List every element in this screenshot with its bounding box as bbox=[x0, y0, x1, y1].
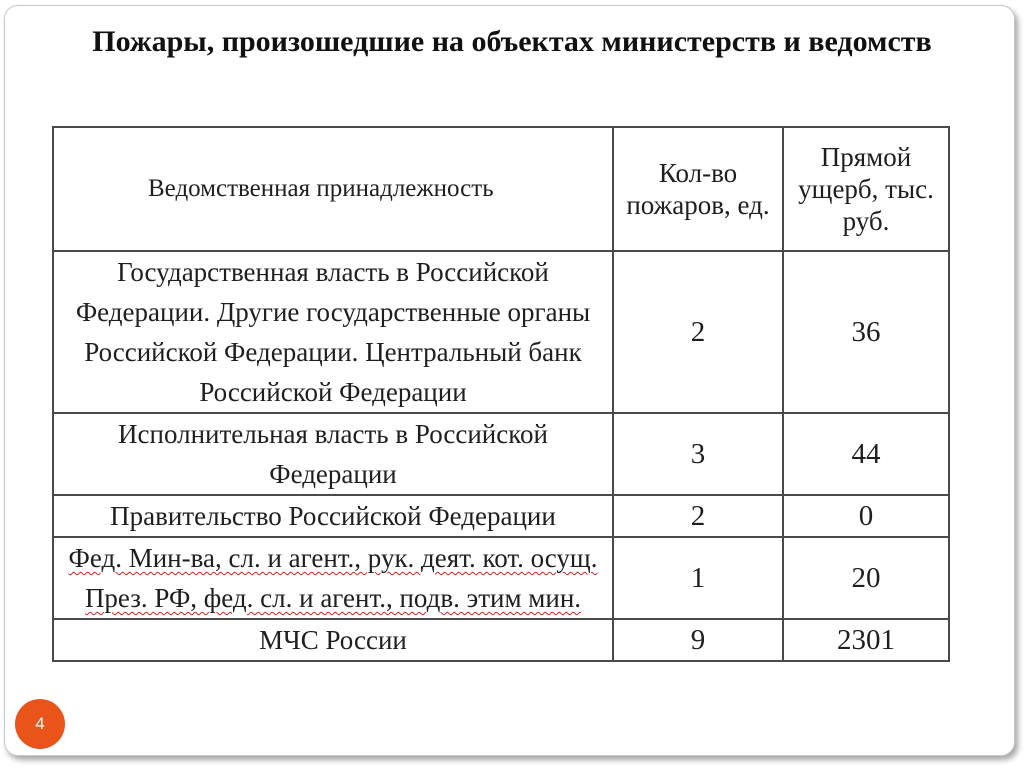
row-fire-count: 1 bbox=[613, 537, 783, 619]
header-fire-count: Кол-во пожаров, ед. bbox=[613, 127, 783, 251]
row-fire-count: 3 bbox=[613, 413, 783, 495]
page-number-badge: 4 bbox=[15, 699, 65, 749]
row-direct-damage: 0 bbox=[783, 495, 949, 537]
row-direct-damage: 20 bbox=[783, 537, 949, 619]
row-department: Фед. Мин-ва, сл. и агент., рук. деят. кот. осущ. През. РФ, фед. сл. и агент., подв. этим мин. bbox=[53, 537, 613, 619]
table-row bbox=[53, 619, 949, 661]
table-row bbox=[53, 413, 949, 495]
table-header-row bbox=[53, 127, 949, 251]
fires-table bbox=[52, 126, 950, 662]
row-department: Исполнительная власть в Российской Федерации bbox=[53, 413, 613, 495]
row-fire-count: 2 bbox=[613, 251, 783, 413]
row-direct-damage: 2301 bbox=[783, 619, 949, 661]
row-department: Правительство Российской Федерации bbox=[53, 495, 613, 537]
row-department: МЧС России bbox=[53, 619, 613, 661]
header-department: Ведомственная принадлежность bbox=[53, 127, 613, 251]
row-fire-count: 2 bbox=[613, 495, 783, 537]
row-department: Государственная власть в Российской Федерации. Другие государственные органы Российской Федерации. Центральный банк Российской Федерации bbox=[53, 251, 613, 413]
row-direct-damage: 36 bbox=[783, 251, 949, 413]
row-direct-damage: 44 bbox=[783, 413, 949, 495]
table-row bbox=[53, 251, 949, 413]
fires-table-container bbox=[52, 126, 950, 662]
row-fire-count: 9 bbox=[613, 619, 783, 661]
slide-title: Пожары, произошедшие на объектах министерств и ведомств bbox=[92, 25, 932, 58]
header-direct-damage: Прямой ущерб, тыс. руб. bbox=[783, 127, 949, 251]
table-row bbox=[53, 537, 949, 619]
table-row bbox=[53, 495, 949, 537]
